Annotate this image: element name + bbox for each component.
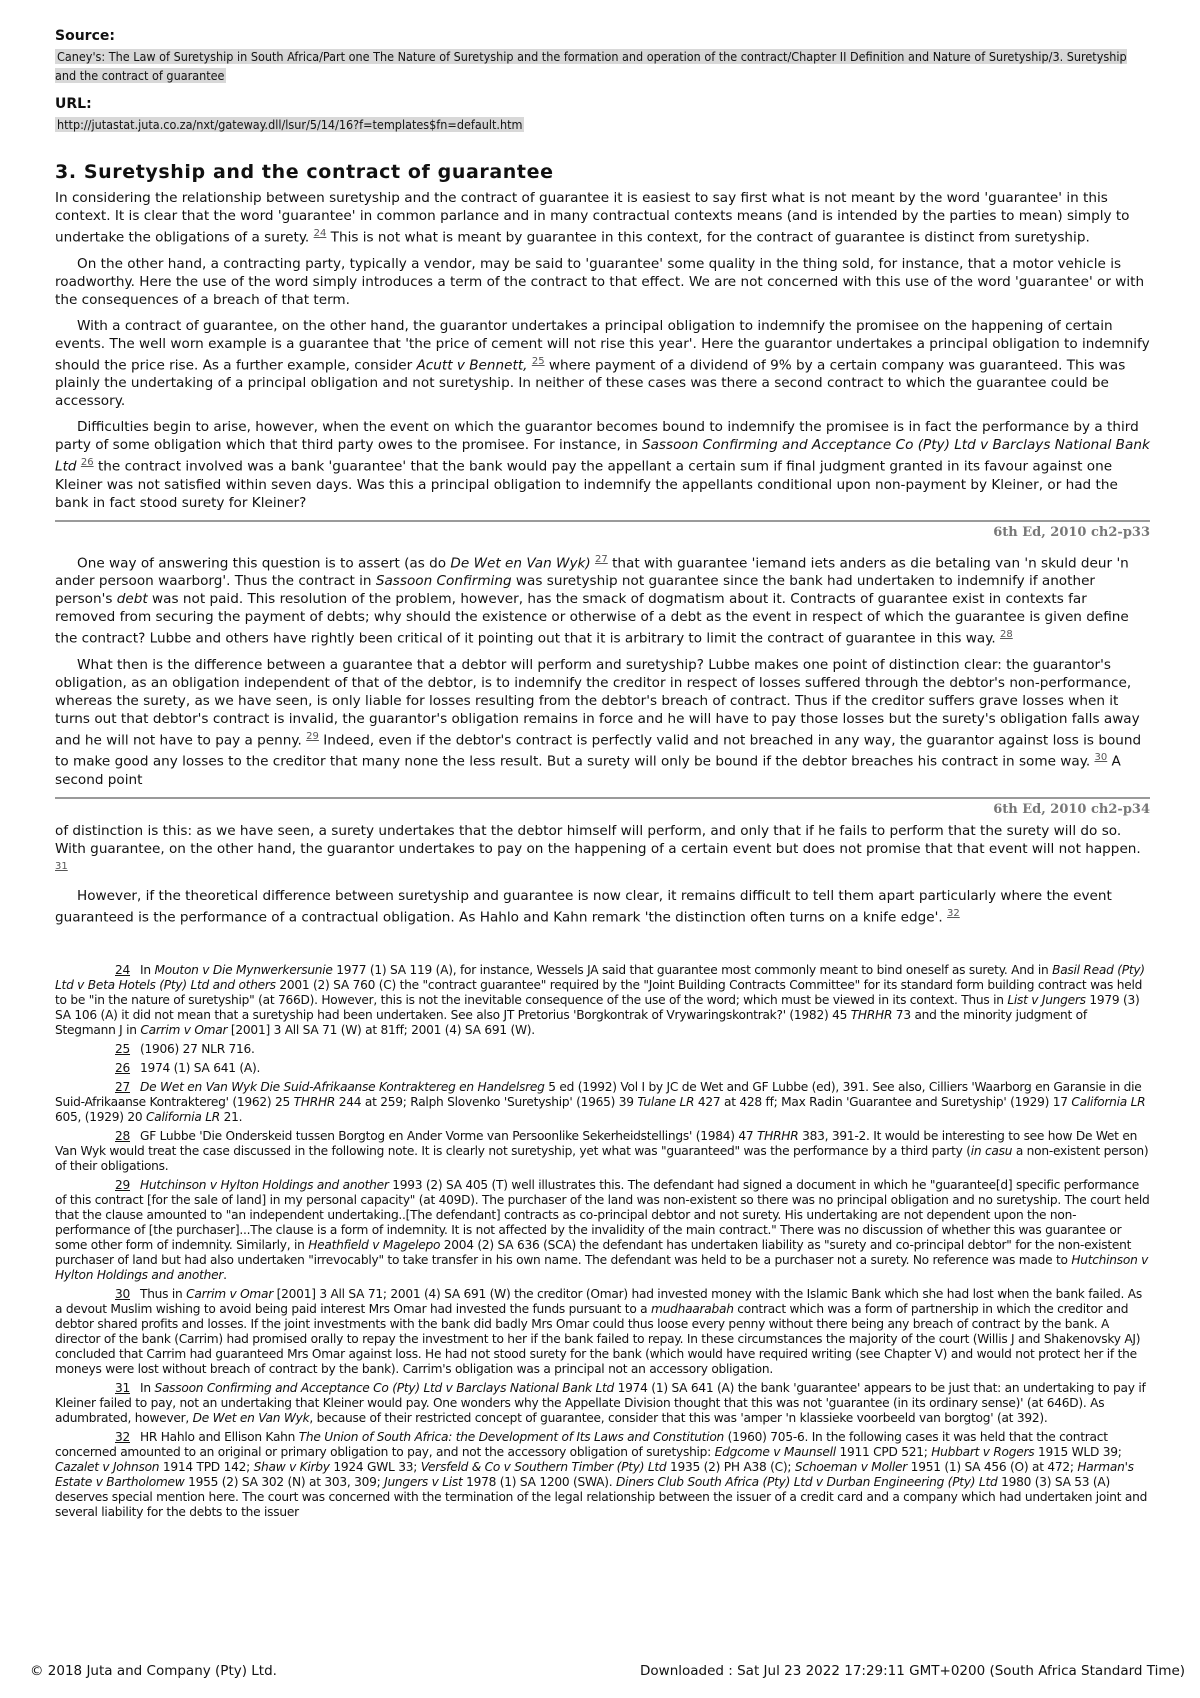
- paragraph-1: In considering the relationship between suretyship and the contract of guarantee it is easiest to say first what is not meant by the word 'guarantee' in this context. It is clear that the word 'guarantee' in common parlance and in many contractual contexts means (and is intended by the parties to mean) simply to undertake the obligations of a surety. $^{24}$ This is not what is meant by guarantee in this context, for the contract of guarantee is distinct from suretyship.: [55, 190, 1130, 246]
- footnote-text: In: [140, 1380, 155, 1395]
- citation-italic: Hutchinson v Hylton Holdings and another: [140, 1177, 389, 1192]
- section-heading: 3. Suretyship and the contract of guarantee: [55, 161, 554, 183]
- citation-italic: Heathfield v Magelepo: [308, 1237, 441, 1252]
- citation-italic: Basil Read (Pty) Ltd v Beta Hotels (Pty) Ltd and others: [55, 962, 1145, 992]
- footnote-text: contract which was a form of partnership in which the creditor and debtor shared profits and losses. If the joint investments with the bank did badly Mrs Omar could thus loose every penny without there being any breach of contract by the bank. A director of the bank (Carrim) had promised orally to repay the investment to her if the bank failed to repay. In these circumstances the majority of the court (Willis J and Shakenovsky AJ) concluded that Carrim had guaranteed Mrs Omar against loss. He had not stood surety for the bank (which would have required writing (see Chapter V) and would not protect her if the moneys were lost without breach of contract by the bank). Carrim's obligation was a principal not an accessory obligation.: [55, 1301, 1141, 1376]
- citation-italic: De Wet en Van Wyk: [192, 1410, 310, 1425]
- paragraph-6: What then is the difference between a guarantee that a debtor will perform and suretyship? Lubbe makes one point of distinction clear: the guarantor's obligation, as an obligation independent of that of the debtor, is to indemnify the creditor in respect of losses suffered through the debtor's non-performance, whereas the surety, as we have seen, is only liable for losses resulting from the debtor's breach of contract. Thus if the creditor suffers grave losses when it turns out that debtor's contract is invalid, the guarantor's obligation remains in force and he will have to pay those losses but the surety's obligation falls away and he will not have to pay a penny. $^{29}$ Indeed, even if the debtor's contract is perfectly valid and not breached in any way, the guarantor against loss is bound to make good any losses to the creditor that many none the less result. But a surety will only be bound if the debtor breaches his contract in some way. $^{30}$ A second point: [55, 656, 1142, 788]
- footnote-31: [55, 1381, 1150, 1426]
- citation-italic: Versfeld & Co v Southern Timber (Pty) Ltd: [420, 1459, 667, 1474]
- footnote-text: (1960) 705-6. In the following cases it was held that the contract concerned amounted to an original or primary obligation to pay, and not the accessory obligation of suretyship:: [55, 1429, 1108, 1459]
- citation-italic: Edgcome v Maunsell: [714, 1444, 836, 1459]
- citation-italic: The Union of South Africa: the Development of Its Laws and Constitution: [298, 1429, 725, 1444]
- citation-italic: List v Jungers: [1007, 992, 1086, 1007]
- emphasis: debt: [116, 591, 148, 608]
- footnote-28: [55, 1129, 1150, 1174]
- footnote-ref-26[interactable]: 26: [80, 457, 94, 469]
- footnote-text: 1915 WLD 39;: [1034, 1444, 1122, 1459]
- footnote-text: [2001] 3 All SA 71; 2001 (4) SA 691 (W) the creditor (Omar) had invested money with the Islamic Bank which she had lost when the bank failed. As a devout Muslim wishing to avoid being paid interest Mrs Omar had invested the funds pursuant to a: [55, 1286, 1142, 1316]
- footnote-text: 1977 (1) SA 119 (A), for instance, Wessels JA said that guarantee most commonly meant to bind oneself as surety. And in: [332, 962, 1053, 977]
- footnote-number[interactable]: 32: [115, 1429, 131, 1444]
- footnote-text: 5 ed (1992) Vol I by JC de Wet and GF Lubbe (ed), 391. See also, Cilliers 'Waarborg en Garansie in die Suid-Afrikaanse Kontraktereg' (1962) 25: [55, 1079, 1142, 1109]
- footnote-text: 244 at 259; Ralph Slovenko 'Suretyship' (1965) 39: [335, 1094, 638, 1109]
- citation-italic: THRHR: [850, 1007, 893, 1022]
- footnote-ref-25[interactable]: 25: [531, 355, 545, 367]
- footnote-ref-28[interactable]: 28: [1000, 629, 1013, 641]
- citation-italic: Diners Club South Africa (Pty) Ltd v Durban Engineering (Pty) Ltd: [615, 1474, 998, 1489]
- footnote-text: 1978 (1) SA 1200 (SWA).: [462, 1474, 616, 1489]
- footnote-number[interactable]: 30: [115, 1286, 131, 1301]
- citation-italic: Carrim v Omar: [186, 1286, 274, 1301]
- footnote-text: 21.: [220, 1109, 243, 1124]
- footnote-text: .: [223, 1267, 227, 1282]
- footnote-text: 1924 GWL 33;: [329, 1459, 421, 1474]
- page-break-marker: 6th Ed, 2010 ch2-p33: [55, 520, 1150, 543]
- citation-italic: in casu: [970, 1143, 1013, 1158]
- footnotes-section: [55, 963, 1150, 1520]
- author-name: De Wet en Van Wyk): [450, 555, 591, 572]
- case-name: Sassoon Confirming and Acceptance Co (Pty) Ltd v Barclays National Bank Ltd: [55, 437, 1150, 475]
- citation-italic: Tulane LR: [637, 1094, 695, 1109]
- footnote-ref-24[interactable]: 24: [313, 228, 327, 239]
- footnote-text: 1979 (3) SA 106 (A) it did not mean that a suretyship had been undertaken. See also JT Pretorius 'Borgkontrak of Vrywaringskontrak?' (1982) 45: [55, 992, 1140, 1022]
- paragraph-7: of distinction is this: as we have seen, a surety undertakes that the debtor himself will perform, and only that if he fails to perform that the surety will do so. With guarantee, on the other hand, the guarantor undertakes to pay on the happening of a certain event but does not promise that that event will not happen. $^{31}$: [55, 822, 1141, 872]
- source-label: Source:: [55, 28, 115, 44]
- footnote-text: 1914 TPD 142;: [159, 1459, 254, 1474]
- footnote-ref-29[interactable]: 29: [306, 730, 319, 742]
- footnote-text: (1906) 27 NLR 716.: [140, 1041, 255, 1056]
- footnote-text: HR Hahlo and Ellison Kahn: [140, 1429, 299, 1444]
- footnote-30: [55, 1287, 1150, 1377]
- footnote-text: [2001] 3 All SA 71 (W) at 81ff; 2001 (4) SA 691 (W).: [227, 1022, 535, 1037]
- paragraph-5: One way of answering this question is to assert (as do De Wet en Van Wyk) $^{27}$ that with guarantee 'iemand iets anders as die betaling van 'n skuld deur 'n ander persoon waarborg'. Thus the contract in Sassoon Confirming was suretyship not guarantee since the bank had undertaken to indemnify if another person's debt was not paid. This resolution of the problem, however, has the smack of dogmatism about it. Contracts of guarantee exist in contexts far removed from securing the payment of debts; why should the existence or otherwise of a debt as the event in respect of which the guarantee is given define the contract? Lubbe and others have rightly been critical of it pointing out that it is arbitrary to limit the contract of guarantee in this way. $^{28}$: [55, 553, 1129, 647]
- footnote-text: a non-existent person) of their obligations.: [55, 1143, 1149, 1173]
- footnote-number[interactable]: 31: [115, 1380, 131, 1395]
- footnote-25: [55, 1042, 1150, 1057]
- footnote-text: 1980 (3) SA 53 (A) deserves special mention here. The court was concerned with the termination of the legal relationship between the issuer of a credit card and a company which had undertaken joint and several liability for the debts to the issuer: [55, 1474, 1148, 1519]
- footnote-number[interactable]: 25: [115, 1041, 131, 1056]
- footnote-text: 1993 (2) SA 405 (T) well illustrates this. The defendant had signed a document in which he "guarantee[d] specific performance of this contract [for the sale of land] in my personal capacity" (at 409D). The purchaser of the land was non-existent so there was no principal obligation and no suretyship. The court held that the clause amounted to "an independent undertaking..[The defendant] contracts as co-principal debtor and not surety. His undertaking are not dependent upon the non-performance of [the purchaser]...The clause is a form of indemnity. It is not affected by the invalidity of the main contract." There was no discussion of whether this was guarantee or some other form of indemnity. Similarly, in: [55, 1177, 1150, 1252]
- url-label: URL:: [55, 96, 92, 112]
- footnote-text: 2001 (2) SA 760 (C) the "contract guarantee" required by the "Joint Building Contracts Committee" for its standard form building contract was held to be "in the nature of suretyship" (at 766D). However, this is not the inevitable consequence of the use of the word; which must be viewed in its context. Thus in: [55, 977, 1143, 1007]
- footnote-ref-30[interactable]: 30: [1094, 752, 1108, 764]
- paragraph-4: Difficulties begin to arise, however, when the event on which the guarantor becomes bound to indemnify the promisee is in fact the performance by a third party of some obligation which that third party owes to the promisee. For instance, in Sassoon Confirming and Acceptance Co (Pty) Ltd v Barclays National Bank Ltd $^{26}$ the contract involved was a bank 'guarantee' that the bank would pay the appellant a certain sum if final judgment granted in its favour against one Kleiner was not satisfied within seven days. Was this a principal obligation to indemnify the appellants conditional upon non-payment by Kleiner, or had the bank in fact stood surety for Kleiner?: [55, 419, 1150, 511]
- footnote-text: 1955 (2) SA 302 (N) at 303, 309;: [184, 1474, 385, 1489]
- footnote-ref-32[interactable]: 32: [947, 908, 960, 920]
- copyright-footer: © 2018 Juta and Company (Pty) Ltd.: [30, 1663, 277, 1679]
- footnote-text: 1974 (1) SA 641 (A).: [140, 1060, 261, 1075]
- citation-italic: Jungers v List: [384, 1474, 463, 1489]
- footnote-text: GF Lubbe 'Die Onderskeid tussen Borgtog en Ander Vorme van Persoonlike Sekerheidstellings' (1984) 47: [140, 1128, 757, 1143]
- citation-italic: THRHR: [756, 1128, 799, 1143]
- footnote-text: 73 and the minority judgment of Stegmann J in: [55, 1007, 1087, 1037]
- footnote-number[interactable]: 29: [115, 1177, 131, 1192]
- paragraph-3: With a contract of guarantee, on the other hand, the guarantor undertakes a principal obligation to indemnify the promisee on the happening of certain events. The well worn example is a guarantee that 'the price of cement will not rise this year'. Here the guarantor undertakes a principal obligation to indemnify should the price rise. As a further example, consider Acutt v Bennett, $^{25}$ where payment of a dividend of 9% by a certain company was guaranteed. This was plainly the undertaking of a principal obligation and not suretyship. In neither of these cases was there a second contract to which the guarantee could be accessory.: [55, 317, 1150, 410]
- footnote-number[interactable]: 27: [115, 1079, 131, 1094]
- citation-italic: Carrim v Omar: [140, 1022, 228, 1037]
- footnote-27: [55, 1080, 1150, 1125]
- citation-italic: California LR: [1071, 1094, 1146, 1109]
- citation-italic: California LR: [146, 1109, 221, 1124]
- footnote-text: 1911 CPD 521;: [835, 1444, 932, 1459]
- citation-italic: Shaw v Kirby: [253, 1459, 330, 1474]
- footnote-number[interactable]: 24: [115, 962, 131, 977]
- footnote-text: 1951 (1) SA 456 (O) at 472;: [907, 1459, 1078, 1474]
- footnote-ref-27[interactable]: 27: [595, 553, 608, 565]
- page-break-marker: 6th Ed, 2010 ch2-p34: [55, 797, 1150, 820]
- download-timestamp: Downloaded : Sat Jul 23 2022 17:29:11 GMT+0200 (South Africa Standard Time): [640, 1663, 1186, 1679]
- source-path: Caney's: The Law of Suretyship in South Africa/Part one The Nature of Suretyship and the formation and operation of the contract/Chapter II Definition and Nature of Suretyship/3. Suretyship and the contract of guarantee: [55, 49, 1127, 83]
- citation-italic: mudhaarabah: [651, 1301, 734, 1316]
- case-name: Sassoon Confirming: [375, 573, 512, 590]
- citation-italic: Hutchinson v Hylton Holdings and another: [55, 1252, 1149, 1282]
- footnote-number[interactable]: 26: [115, 1060, 131, 1075]
- source-url[interactable]: http://jutastat.juta.co.za/nxt/gateway.dll/lsur/5/14/16?f=templates$fn=default.htm: [57, 117, 523, 132]
- citation-italic: Sassoon Confirming and Acceptance Co (Pty) Ltd v Barclays National Bank Ltd: [154, 1380, 615, 1395]
- footnote-26: [55, 1061, 1150, 1076]
- footnote-text: 427 at 428 ff; Max Radin 'Guarantee and Suretyship' (1929) 17: [694, 1094, 1072, 1109]
- footnote-24: [55, 963, 1150, 1038]
- footnote-number[interactable]: 28: [115, 1128, 131, 1143]
- footnote-text: 383, 391-2. It would be interesting to see how De Wet en Van Wyk would treat the case discussed in the following note. It is clearly not suretyship, yet what was "guaranteed" was the performance by a third party (: [55, 1128, 1138, 1158]
- citation-italic: Hubbart v Rogers: [931, 1444, 1035, 1459]
- footnote-text: 1974 (1) SA 641 (A) the bank 'guarantee' appears to be just that: an undertaking to pay if Kleiner failed to pay, not an undertaking that Kleiner would pay. One wonders why the Appellate Division thought that this was not 'guarantee (in its ordinary sense)' (at 646D). As adumbrated, however,: [55, 1380, 1146, 1425]
- citation-italic: Harman's Estate v Bartholomew: [55, 1459, 1134, 1489]
- paragraph-8: However, if the theoretical difference between suretyship and guarantee is now clear, it remains difficult to tell them apart particularly where the event guaranteed is the performance of a contractual obligation. As Hahlo and Kahn remark 'the distinction often turns on a knife edge'. $^{32}$: [55, 888, 1112, 926]
- citation-italic: THRHR: [293, 1094, 336, 1109]
- paragraph-2: On the other hand, a contracting party, typically a vendor, may be said to 'guarantee' some quality in the thing sold, for instance, that a motor vehicle is roadworthy. Here the use of the word simply introduces a term of the contract to that effect. We are not concerned with this use of the word 'guarantee' or with the consequences of a breach of that term.: [55, 255, 1145, 308]
- footnote-text: In: [140, 962, 155, 977]
- footnote-text: 1935 (2) PH A38 (C);: [666, 1459, 795, 1474]
- footnote-text: Thus in: [140, 1286, 187, 1301]
- citation-italic: Mouton v Die Mynwerkersunie: [154, 962, 333, 977]
- footnote-32: [55, 1430, 1150, 1520]
- footnote-29: [55, 1178, 1150, 1283]
- document-page: [55, 22, 1150, 1524]
- footnote-ref-31[interactable]: 31: [55, 860, 68, 872]
- citation-italic: Schoeman v Moller: [794, 1459, 908, 1474]
- citation-italic: Cazalet v Johnson: [55, 1459, 160, 1474]
- citation-italic: De Wet en Van Wyk Die Suid-Afrikaanse Kontraktereg en Handelsreg: [140, 1079, 545, 1094]
- footnote-text: 605, (1929) 20: [55, 1109, 147, 1124]
- case-name: Acutt v Bennett,: [416, 357, 528, 374]
- footnote-text: 2004 (2) SA 636 (SCA) the defendant has undertaken liability as "surety and co-principal debtor" for the non-existent purchaser of land but had also undertaken "irrevocably" to take transfer in his own name. The defendant was held to be a purchaser not a surety. No reference was made to: [55, 1237, 1132, 1267]
- footnote-text: , because of their restricted concept of guarantee, consider that this was 'amper 'n klassieke voorbeeld van borgtog' (at 392).: [309, 1410, 1048, 1425]
